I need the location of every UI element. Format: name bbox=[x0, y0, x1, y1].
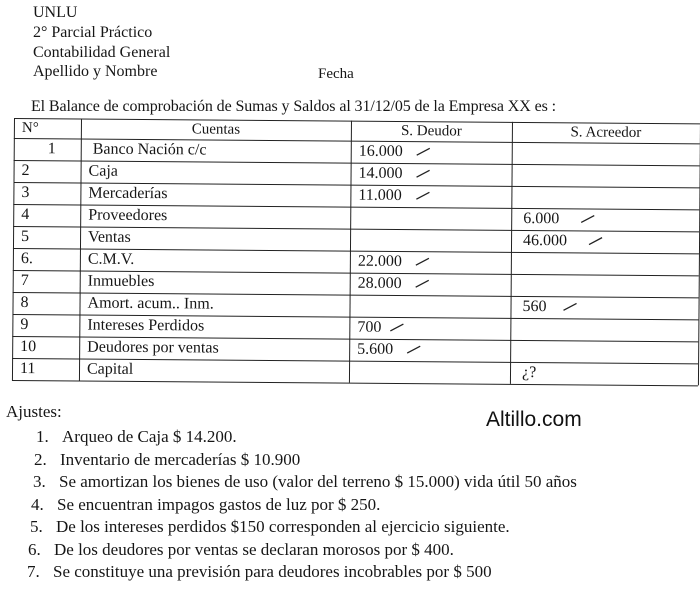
ajuste-text: De los intereses perdidos $150 corresponden al ejercicio siguiente. bbox=[56, 517, 510, 536]
check-mark-icon bbox=[416, 167, 432, 181]
row-credit: 560 bbox=[522, 298, 547, 316]
university-name: UNLU bbox=[33, 4, 78, 21]
row-account: Banco Nación c/c bbox=[92, 140, 207, 159]
check-mark-icon bbox=[580, 212, 596, 226]
row-number: 7 bbox=[20, 272, 29, 290]
ajuste-item bbox=[28, 540, 454, 560]
row-debit: 22.000 bbox=[357, 252, 402, 271]
ajuste-text: De los deudores por ventas se declaran morosos por $ 400. bbox=[54, 539, 454, 559]
row-account: Capital bbox=[86, 360, 134, 378]
balance-intro: El Balance de comprobación de Sumas y Saldos al 31/12/05 de la Empresa XX es : bbox=[31, 98, 556, 115]
row-debit: 28.000 bbox=[357, 274, 402, 293]
row-debit: 16.000 bbox=[358, 142, 403, 161]
ajuste-item bbox=[30, 517, 510, 537]
check-mark-icon bbox=[562, 300, 578, 314]
ajuste-number: 5. bbox=[30, 517, 43, 536]
ajuste-number: 2. bbox=[34, 449, 47, 469]
check-mark-icon bbox=[406, 343, 422, 357]
row-account: Amort. acum.. Inm. bbox=[87, 294, 214, 313]
row-number: 6. bbox=[20, 250, 33, 268]
ajuste-item bbox=[36, 427, 237, 447]
row-number: 3 bbox=[21, 184, 30, 202]
row-account: Mercaderías bbox=[88, 184, 168, 203]
ajuste-number: 3. bbox=[33, 472, 46, 491]
check-mark-icon bbox=[389, 321, 405, 335]
row-number: 5 bbox=[21, 228, 30, 246]
row-credit: 6.000 bbox=[523, 210, 560, 228]
ajuste-number: 7. bbox=[27, 562, 40, 581]
ajuste-text: Se encuentran impagos gastos de luz por $ 250. bbox=[57, 494, 381, 514]
table-rule bbox=[12, 380, 698, 386]
row-debit: 14.000 bbox=[358, 164, 403, 183]
ajustes-title: Ajustes: bbox=[6, 402, 62, 421]
header-cuentas: Cuentas bbox=[191, 121, 241, 138]
ajuste-number: 4. bbox=[31, 494, 44, 514]
row-number: 10 bbox=[20, 338, 37, 356]
row-account: C.M.V. bbox=[87, 250, 135, 268]
row-number: 8 bbox=[20, 294, 29, 312]
check-mark-icon bbox=[415, 277, 431, 291]
date-label: Fecha bbox=[318, 66, 354, 82]
exam-title: 2° Parcial Práctico bbox=[33, 24, 153, 41]
row-debit: 700 bbox=[357, 318, 382, 336]
ajuste-text: Inventario de mercaderías $ 10.900 bbox=[60, 449, 301, 469]
row-credit: ¿? bbox=[521, 363, 537, 382]
row-account: Caja bbox=[88, 162, 118, 180]
check-mark-icon bbox=[415, 189, 431, 203]
row-debit: 11.000 bbox=[358, 186, 402, 205]
row-number: 4 bbox=[21, 206, 30, 224]
balance-table bbox=[12, 118, 700, 385]
row-number: 11 bbox=[19, 360, 36, 378]
ajuste-number: 6. bbox=[28, 539, 41, 559]
check-mark-icon bbox=[588, 235, 604, 249]
row-account: Inmuebles bbox=[87, 272, 155, 291]
ajuste-text: Se constituye una previsión para deudores incobrables por $ 500 bbox=[53, 562, 492, 581]
subject-name: Contabilidad General bbox=[33, 44, 171, 61]
header-deudor: S. Deudor bbox=[400, 123, 462, 140]
row-debit: 5.600 bbox=[357, 340, 394, 358]
watermark: Altillo.com bbox=[486, 408, 582, 431]
row-account: Proveedores bbox=[88, 206, 168, 225]
check-mark-icon bbox=[416, 145, 432, 159]
ajuste-text: Se amortizan los bienes de uso (valor del terreno $ 15.000) vida útil 50 años bbox=[59, 472, 577, 491]
row-account: Ventas bbox=[88, 228, 131, 246]
ajuste-item bbox=[31, 495, 380, 515]
row-number: 2 bbox=[21, 162, 30, 180]
row-number: 9 bbox=[20, 316, 29, 334]
ajuste-item bbox=[34, 450, 300, 470]
ajuste-text: Arqueo de Caja $ 14.200. bbox=[62, 427, 237, 446]
row-number: 1 bbox=[47, 140, 56, 158]
row-credit: 46.000 bbox=[522, 232, 568, 250]
header-number: N° bbox=[21, 120, 39, 137]
ajuste-number: 1. bbox=[36, 427, 49, 446]
row-account: Deudores por ventas bbox=[87, 338, 219, 357]
ajuste-item bbox=[27, 562, 492, 582]
header-acreedor: S. Acreedor bbox=[570, 124, 642, 141]
ajuste-item bbox=[33, 472, 577, 492]
row-account: Intereses Perdidos bbox=[87, 316, 205, 335]
check-mark-icon bbox=[415, 255, 431, 269]
student-name-label: Apellido y Nombre bbox=[33, 63, 158, 80]
